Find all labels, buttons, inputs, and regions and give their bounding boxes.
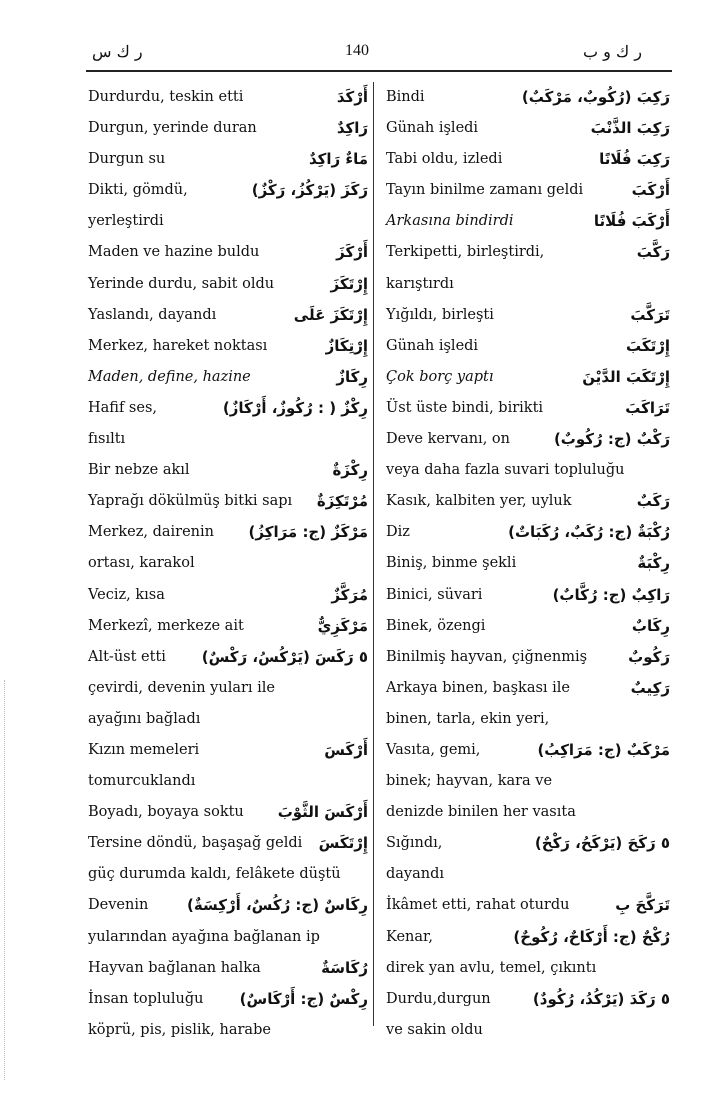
entry-translation: yerleştirdi [88, 213, 164, 230]
dictionary-entry [386, 611, 670, 642]
dictionary-entry [386, 82, 670, 113]
entry-translation: Dikti, gömdü, [88, 182, 188, 199]
dictionary-entry [88, 269, 368, 300]
entry-translation: Boyadı, boyaya soktu [88, 804, 244, 821]
entry-arabic-headword: رَكِبَ (رُكُوبٌ، مَرْكَبٌ) [521, 88, 670, 106]
dictionary-entry [88, 1015, 368, 1046]
entry-translation: tomurcuklandı [88, 773, 196, 790]
entry-translation: Bindi [386, 89, 425, 105]
dictionary-entry [88, 237, 368, 268]
entry-translation: binek; hayvan, kara ve [386, 773, 553, 790]
dictionary-entry [88, 859, 368, 890]
dictionary-entry [386, 331, 670, 362]
entry-arabic-headword: رَاكِدٌ [336, 119, 368, 138]
entry-translation: Günah işledi [386, 120, 479, 137]
entry-arabic-headword: رِكْزٌ ( : رُكُوزٌ، أَرْكَازٌ) [222, 398, 368, 417]
entry-translation: Yaprağı dökülmüş bitki sapı [88, 493, 293, 510]
dictionary-entry [386, 269, 670, 300]
dictionary-entry [88, 922, 368, 953]
entry-arabic-headword: مَرْكَبٌ (ج: مَرَاكِبُ) [537, 740, 670, 759]
entry-arabic-headword: رُكْحٌ (ج: أَرْكَاحٌ، رُكُوحٌ) [513, 927, 670, 946]
entry-translation: Arkaya binen, başkası ile [386, 679, 571, 696]
entry-arabic-headword: إِرْتَكَسَ [318, 834, 368, 853]
entry-arabic-headword: إِرْتَكَبَ الدَّيْنَ [582, 367, 670, 386]
entry-translation: Üst üste bindi, birikti [386, 399, 544, 416]
dictionary-entry [88, 517, 368, 548]
entry-arabic-headword: رِكَابٌ [631, 616, 670, 635]
entry-translation: köprü, pis, pislik, harabe [88, 1021, 271, 1038]
dictionary-entry [386, 113, 670, 144]
dictionary-entry [88, 548, 368, 579]
dictionary-entry [386, 890, 670, 921]
dictionary-entry [88, 424, 368, 455]
entry-arabic-headword: أَرْكَدَ [336, 88, 368, 106]
entry-arabic-headword: تَرَكَّحَ بِ [615, 896, 670, 915]
dictionary-entry [386, 766, 670, 797]
dictionary-entry [386, 393, 670, 424]
dictionary-entry [386, 953, 670, 984]
entry-translation: Diz [386, 524, 410, 541]
entry-arabic-headword: تَرَكَّبَ [630, 305, 670, 324]
entry-arabic-headword: رُكْبَةٌ (ج: رُكَبٌ، رُكَبَاتٌ) [508, 523, 670, 542]
dictionary-entry [386, 735, 670, 766]
entry-translation: denizde binilen her vasıta [386, 804, 576, 821]
dictionary-entry [88, 82, 368, 113]
dictionary-entry [386, 704, 670, 735]
entry-translation: Deve kervanı, on [386, 431, 510, 448]
entry-translation: dayandı [386, 866, 445, 883]
dictionary-entry [88, 393, 368, 424]
entry-arabic-headword: رَكُوبٌ [628, 647, 670, 666]
dictionary-entry [88, 331, 368, 362]
dictionary-entry [88, 704, 368, 735]
entry-arabic-headword: ٥ رَكَدَ (يَرْكُدُ، رُكُودٌ) [532, 989, 670, 1008]
entry-translation: Yerinde durdu, sabit oldu [88, 275, 275, 292]
entry-translation: Yaslandı, dayandı [88, 306, 217, 323]
dictionary-entry [386, 642, 670, 673]
entry-arabic-headword: رِكَاسٌ (ج: رُكُسٌ، أَرْكِسَةٌ) [187, 896, 368, 915]
entry-translation: İkâmet etti, rahat oturdu [386, 897, 570, 914]
dictionary-entry [88, 486, 368, 517]
dictionary-entry [386, 922, 670, 953]
dictionary-entry [88, 735, 368, 766]
entry-arabic-headword: إِرْتِكَازٌ [325, 336, 368, 355]
entry-translation: Biniş, binme şekli [386, 555, 517, 572]
dictionary-entry [386, 580, 670, 611]
entry-arabic-headword: رُكَاسَةٌ [321, 958, 368, 977]
entry-translation: Veciz, kısa [88, 586, 165, 603]
entry-translation: Binilmiş hayvan, çiğnenmiş [386, 648, 588, 665]
dictionary-entry [88, 673, 368, 704]
column-divider [373, 82, 374, 1026]
entry-translation: Vasıta, gemi, [386, 741, 481, 758]
entry-translation: Arkasına bindirdi [386, 213, 514, 230]
entry-arabic-headword: رِكْزَةٌ [332, 461, 368, 480]
entry-translation: Sığındı, [386, 835, 443, 852]
entry-arabic-headword: رَكِيبٌ [630, 678, 670, 697]
right-column [386, 82, 670, 1046]
entry-translation: yularından ayağına bağlanan ip [88, 928, 320, 945]
dictionary-entry [386, 144, 670, 175]
dictionary-entry [386, 455, 670, 486]
entry-translation: Devenin [88, 897, 149, 914]
dictionary-entry [88, 144, 368, 175]
entry-arabic-headword: رَكَّبَ [636, 243, 670, 262]
entry-arabic-headword: مَرْكَزِيٌّ [317, 616, 368, 635]
dictionary-entry [88, 984, 368, 1015]
header-rule [86, 70, 672, 72]
dictionary-entry [386, 175, 670, 206]
entry-translation: Durdu,durgun [386, 990, 491, 1007]
dictionary-entry [88, 113, 368, 144]
entry-translation: Durdurdu, teskin etti [88, 89, 244, 105]
entry-arabic-headword: رَكِبَ الذَّنْبَ [590, 119, 670, 138]
entry-translation: ve sakin oldu [386, 1021, 483, 1038]
entry-translation: Hafif ses, [88, 399, 158, 416]
entry-arabic-headword: رَاكِبٌ (ج: رُكَّابٌ) [552, 585, 670, 604]
dictionary-entry [386, 424, 670, 455]
entry-arabic-headword: رَكَزَ (يَرْكُزُ، رَكْزٌ) [251, 181, 368, 200]
entry-translation: ayağını bağladı [88, 710, 201, 727]
entry-arabic-headword: رَكِبَ فُلَانًا [599, 150, 670, 169]
entry-translation: Binek, özengi [386, 617, 486, 634]
page-number: 140 [345, 42, 369, 59]
dictionary-entry [386, 673, 670, 704]
entry-arabic-headword: أَرْكَبَ فُلَانًا [593, 212, 670, 231]
entry-translation: Yığıldı, birleşti [386, 306, 494, 323]
entry-translation: Alt-üst etti [88, 648, 166, 665]
dictionary-entry [386, 797, 670, 828]
entry-arabic-headword: ٥ رَكَحَ (يَرْكَحُ، رَكْحٌ) [534, 834, 670, 853]
entry-arabic-headword: مُرْتَكِزَةٌ [316, 492, 368, 511]
entry-translation: Hayvan bağlanan halka [88, 959, 261, 976]
entry-arabic-headword: مَرْكَزٌ (ج: مَرَاكِزُ) [248, 523, 368, 542]
left-column [88, 82, 368, 1046]
header-root-right: ر ك و ب [583, 42, 642, 61]
entry-translation: çevirdi, devenin yuları ile [88, 679, 276, 696]
dictionary-entry [386, 1015, 670, 1046]
entry-translation: Binici, süvari [386, 586, 483, 603]
entry-translation: güç durumda kaldı, felâkete düştü [88, 866, 341, 883]
entry-translation: direk yan avlu, temel, çıkıntı [386, 959, 597, 976]
dictionary-entry [88, 766, 368, 797]
header-root-left: ر ك س [92, 42, 143, 61]
entry-translation: İnsan topluluğu [88, 990, 204, 1007]
entry-translation: Bir nebze akıl [88, 462, 190, 479]
entry-arabic-headword: أَرْكَبَ [631, 181, 670, 200]
entry-translation: Maden, define, hazine [88, 368, 251, 385]
dictionary-entry [386, 517, 670, 548]
entry-arabic-headword: رِكْبَةٌ [637, 554, 670, 573]
dictionary-entry [386, 828, 670, 859]
dictionary-entry [88, 175, 368, 206]
dictionary-entry [386, 237, 670, 268]
entry-translation: Tayın binilme zamanı geldi [386, 182, 584, 199]
entry-arabic-headword: إِرْتَكَزَ عَلَى [293, 305, 368, 324]
entry-translation: Kenar, [386, 928, 433, 945]
dictionary-entry [88, 797, 368, 828]
entry-translation: Merkez, dairenin [88, 524, 214, 541]
entry-arabic-headword: أَرْكَسَ الثَّوْبَ [277, 803, 368, 822]
dictionary-entry [88, 642, 368, 673]
dictionary-entry [386, 362, 670, 393]
entry-translation: Merkez, hareket noktası [88, 337, 268, 354]
entry-arabic-headword: رَكْبٌ (ج: رُكُوبٌ) [553, 430, 670, 449]
dictionary-entry [386, 984, 670, 1015]
entry-translation: Tersine döndü, başaşağ geldi [88, 835, 303, 852]
entry-arabic-headword: أَرْكَزَ [336, 243, 368, 262]
entry-arabic-headword: إِرْتَكَبَ [625, 336, 670, 355]
dictionary-entry [88, 455, 368, 486]
entry-arabic-headword: ٥ رَكَسَ (يَرْكُسُ، رَكْسٌ) [201, 647, 368, 666]
scan-edge-mark [4, 680, 15, 1080]
dictionary-entry [88, 953, 368, 984]
dictionary-entry [88, 611, 368, 642]
dictionary-entry [88, 206, 368, 237]
dictionary-entry [88, 828, 368, 859]
dictionary-entry [88, 300, 368, 331]
entry-translation: Kızın memeleri [88, 741, 200, 758]
entry-translation: Merkezî, merkeze ait [88, 617, 244, 634]
entry-translation: Durgun su [88, 151, 166, 168]
dictionary-entry [88, 580, 368, 611]
dictionary-entry [386, 548, 670, 579]
entry-translation: Tabi oldu, izledi [386, 151, 503, 168]
entry-translation: Kasık, kalbiten yer, uyluk [386, 493, 572, 510]
entry-translation: fısıltı [88, 431, 126, 448]
entry-arabic-headword: أَرْكَسَ [324, 740, 368, 759]
entry-translation: Durgun, yerinde duran [88, 120, 257, 137]
entry-translation: Maden ve hazine buldu [88, 244, 260, 261]
dictionary-entry [386, 486, 670, 517]
dictionary-entry [88, 362, 368, 393]
entry-translation: ortası, karakol [88, 555, 195, 572]
entry-translation: binen, tarla, ekin yeri, [386, 710, 550, 727]
dictionary-entry [386, 300, 670, 331]
entry-arabic-headword: مُرَكَّزٌ [331, 585, 368, 604]
entry-translation: veya daha fazla suvari topluluğu [386, 462, 625, 479]
entry-translation: Terkipetti, birleştirdi, [386, 244, 545, 261]
entry-arabic-headword: رِكْسٌ (ج: أَرْكَاسٌ) [239, 989, 368, 1008]
entry-translation: Günah işledi [386, 337, 479, 354]
entry-arabic-headword: إِرْتَكَزَ [330, 274, 368, 293]
entry-arabic-headword: رَكَبٌ [636, 492, 670, 511]
entry-arabic-headword: تَرَاكَبَ [625, 398, 670, 417]
dictionary-entry [88, 890, 368, 921]
dictionary-entry [386, 206, 670, 237]
entry-translation: Çok borç yaptı [386, 368, 494, 385]
entry-arabic-headword: مَاءٌ رَاكِدٌ [309, 150, 368, 169]
entry-arabic-headword: رِكَازٌ [336, 367, 368, 386]
entry-translation: karıştırdı [386, 275, 454, 292]
dictionary-entry [386, 859, 670, 890]
